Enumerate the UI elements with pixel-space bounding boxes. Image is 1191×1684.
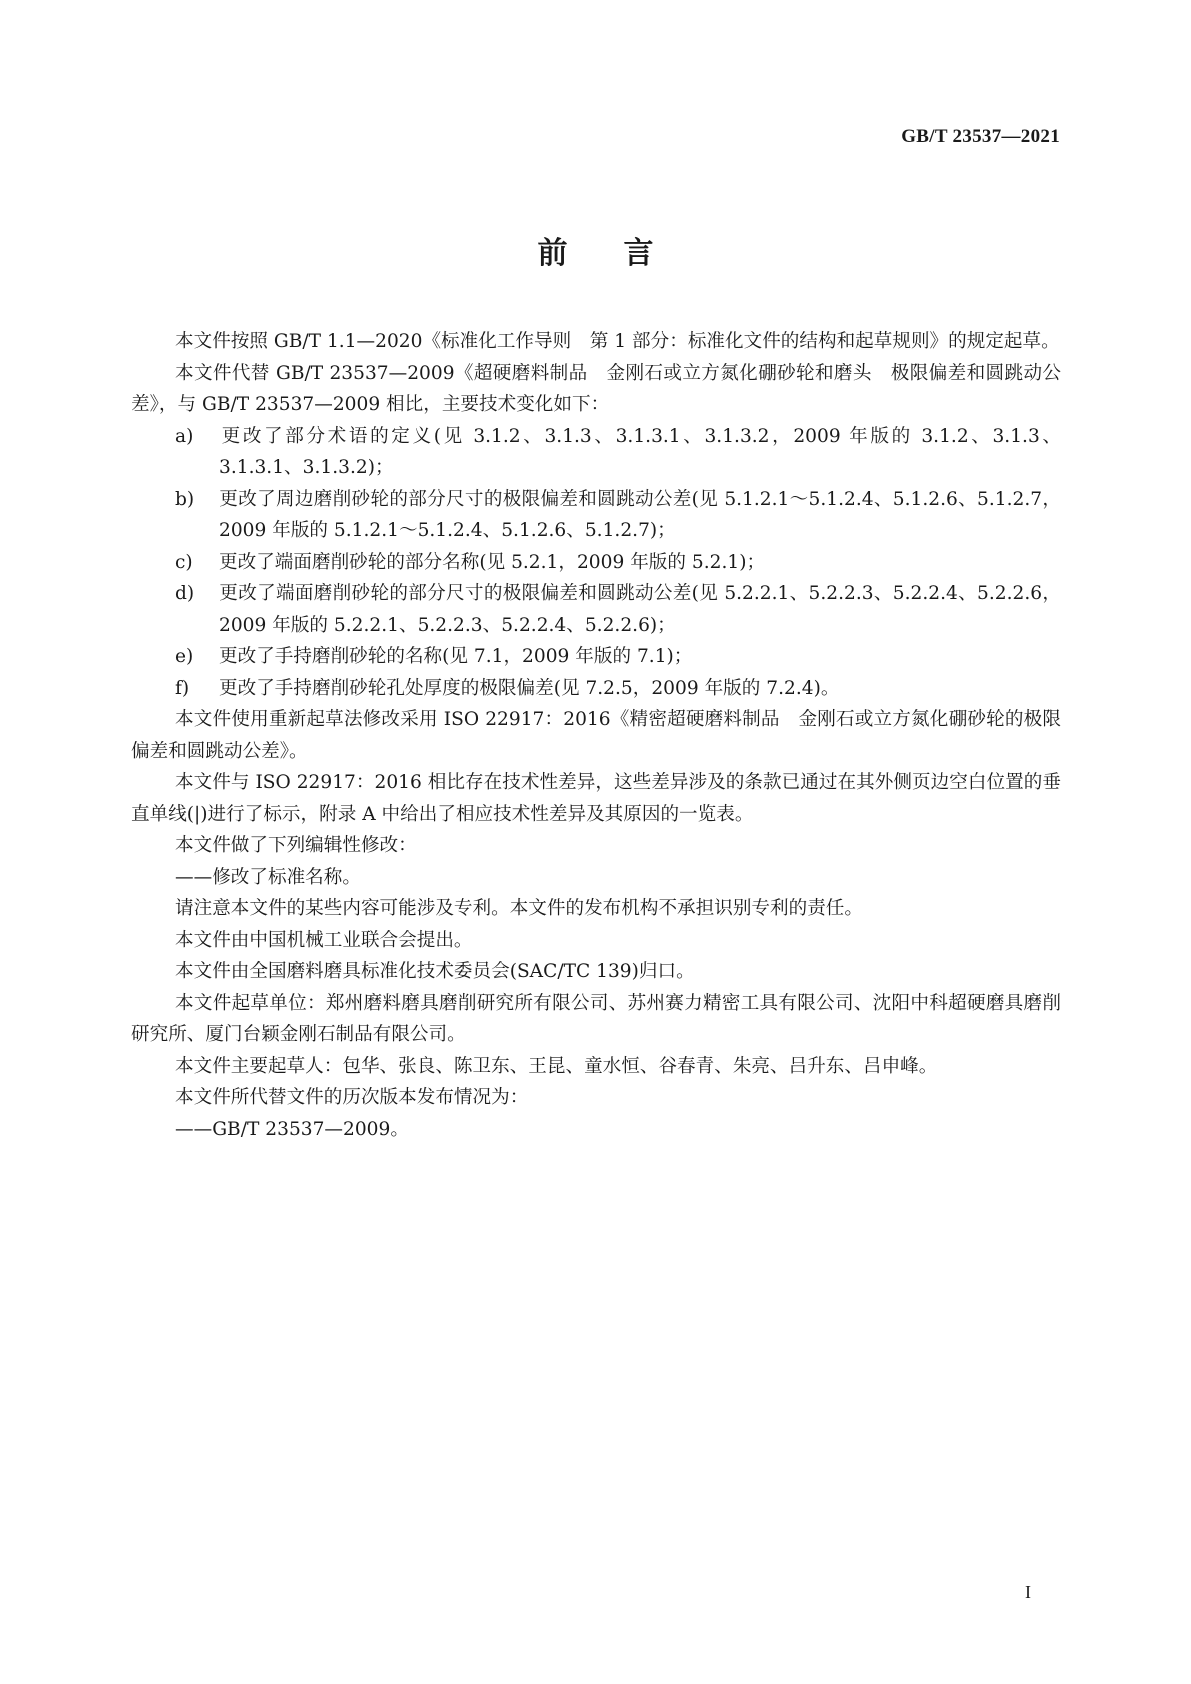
paragraph-replaces: 本文件代替 GB/T 23537—2009《超硬磨料制品 金刚石或立方氮化硼砂轮和磨头 极限偏差和圆跳动公差》，与 GB/T 23537—2009 相比，主要技术变化如下： xyxy=(131,362,1061,415)
change-item xyxy=(131,421,1061,484)
paragraph-proposed-by: 本文件由中国机械工业联合会提出。 xyxy=(175,929,473,951)
page-number: I xyxy=(1025,1582,1031,1602)
change-text: 更改了手持磨削砂轮孔处厚度的极限偏差(见 7.2.5，2009 年版的 7.2.4)。 xyxy=(219,677,840,699)
page-title: 前言 xyxy=(537,236,710,271)
paragraph-technical-differences: 本文件与 ISO 22917：2016 相比存在技术性差异，这些差异涉及的条款已通过在其外侧页边空白位置的垂直单线(|)进行了标示，附录 A 中给出了相应技术性差异及其原因的一览表。 xyxy=(131,772,1061,825)
paragraph-previous-versions: 本文件所代替文件的历次版本发布情况为： xyxy=(175,1087,529,1108)
change-text: 更改了周边磨削砂轮的部分尺寸的极限偏差和圆跳动公差(见 5.1.2.1～5.1.2.4、5.1.2.6、5.1.2.7，2009 年版的 5.1.2.1～5.1.2.4、5.1.2.6、5.1.2.7)； xyxy=(219,488,1061,541)
paragraph-iso-adoption: 本文件使用重新起草法修改采用 ISO 22917：2016《精密超硬磨料制品 金刚石或立方氮化硼砂轮的极限偏差和圆跳动公差》。 xyxy=(131,709,1061,762)
change-text: 更改了手持磨削砂轮的名称(见 7.1，2009 年版的 7.1)； xyxy=(219,646,693,667)
change-item xyxy=(131,641,1061,673)
change-item xyxy=(131,673,1061,705)
change-item xyxy=(131,578,1061,641)
paragraph-drafting-rules: 本文件按照 GB/T 1.1—2020《标准化工作导则 第 1 部分：标准化文件的结构和起草规则》的规定起草。 xyxy=(175,331,1060,352)
paragraph-patent-notice: 请注意本文件的某些内容可能涉及专利。本文件的发布机构不承担识别专利的责任。 xyxy=(175,898,863,919)
change-text: 更改了端面磨削砂轮的部分名称(见 5.2.1，2009 年版的 5.2.1)； xyxy=(219,551,766,573)
change-text: 更改了部分术语的定义(见 3.1.2、3.1.3、3.1.3.1、3.1.3.2，2009 年版的 3.1.2、3.1.3、3.1.3.1、3.1.3.2)； xyxy=(219,425,1061,478)
change-item xyxy=(131,547,1061,579)
change-marker: f) xyxy=(175,677,190,699)
foreword-body xyxy=(131,326,1061,1145)
standard-number: GB/T 23537—2021 xyxy=(901,126,1060,147)
paragraph-drafting-units: 本文件起草单位：郑州磨料磨具磨削研究所有限公司、苏州赛力精密工具有限公司、沈阳中科超硬磨具磨削研究所、厦门台颖金刚石制品有限公司。 xyxy=(131,992,1061,1045)
paragraph-technical-committee: 本文件由全国磨料磨具标准化技术委员会(SAC/TC 139)归口。 xyxy=(175,961,695,982)
editorial-change-item: ——修改了标准名称。 xyxy=(175,866,361,888)
change-marker: e) xyxy=(175,646,194,667)
change-marker: c) xyxy=(175,551,193,573)
paragraph-drafters: 本文件主要起草人：包华、张良、陈卫东、王昆、童水恒、谷春青、朱亮、吕升东、吕申峰。 xyxy=(175,1055,938,1077)
change-marker: b) xyxy=(175,488,195,510)
change-text: 更改了端面磨削砂轮的部分尺寸的极限偏差和圆跳动公差(见 5.2.2.1、5.2.2.3、5.2.2.4、5.2.2.6，2009 年版的 5.2.2.1、5.2.2.3、5.2.2.4、5.2.2.6)； xyxy=(219,583,1061,636)
paragraph-editorial-intro: 本文件做了下列编辑性修改： xyxy=(175,835,417,856)
change-marker: d) xyxy=(175,583,195,604)
previous-version-item: ——GB/T 23537—2009。 xyxy=(175,1118,409,1140)
change-item xyxy=(131,484,1061,547)
change-marker: a) xyxy=(175,425,194,447)
